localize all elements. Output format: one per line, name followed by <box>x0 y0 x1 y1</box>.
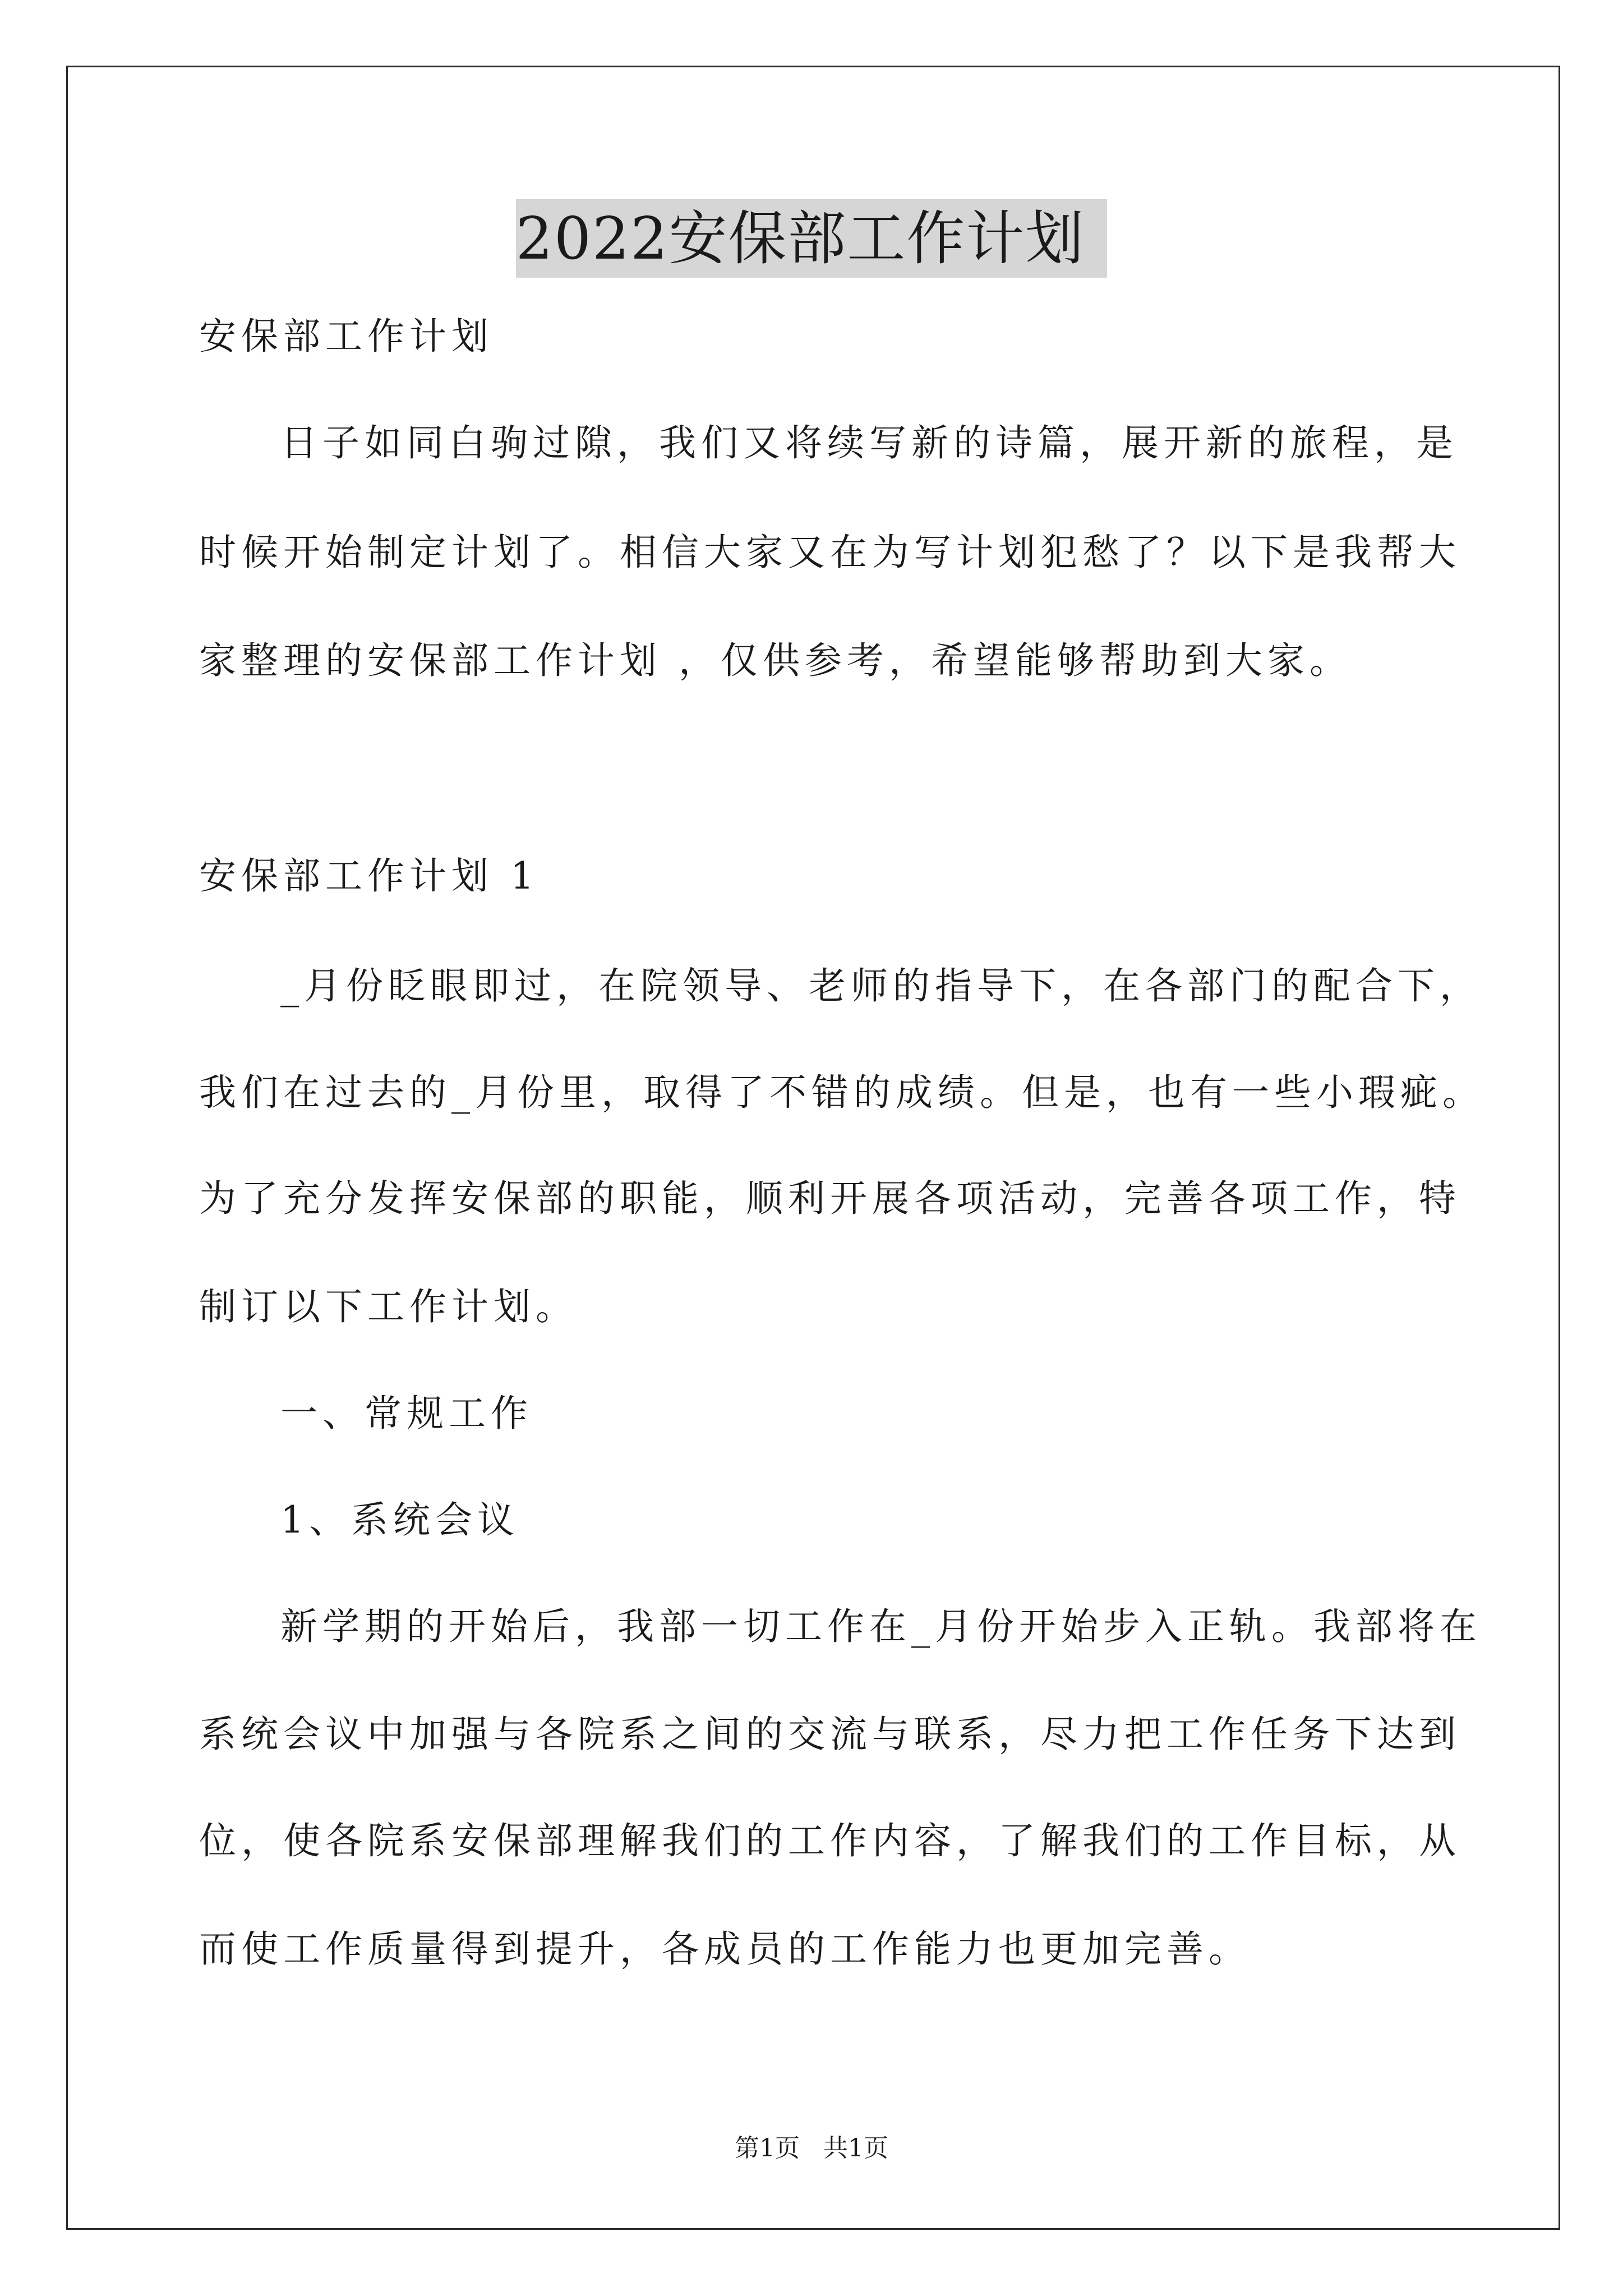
paragraph-line: 制订以下工作计划。 <box>199 1285 578 1328</box>
subheading-regular-work: 一、常规工作 <box>280 1392 533 1435</box>
subheading-system-meeting: 1、系统会议 <box>280 1498 519 1542</box>
paragraph-line: 家整理的安保部工作计划 ，仅供参考，希望能够帮助到大家。 <box>199 639 1352 682</box>
section-heading: 安保部工作计划 1 <box>199 854 539 898</box>
paragraph-line: 新学期的开始后，我部一切工作在_月份开始步入正轨。我部将在 <box>280 1605 1482 1648</box>
paragraph-line: 时候开始制定计划了。相信大家又在为写计划犯愁了？以下是我帮大 <box>199 531 1461 574</box>
paragraph-line: 日子如同白驹过隙，我们又将续写新的诗篇，展开新的旅程，是 <box>280 421 1458 464</box>
paragraph-line: _月份眨眼即过，在院领导、老师的指导下，在各部门的配合下， <box>280 964 1482 1007</box>
paragraph-line: 为了充分发挥安保部的职能，顺利开展各项活动，完善各项工作，特 <box>199 1177 1461 1220</box>
subtitle-line: 安保部工作计划 <box>199 315 494 358</box>
page-border <box>66 66 1560 2230</box>
paragraph-line: 系统会议中加强与各院系之间的交流与联系，尽力把工作任务下达到 <box>199 1713 1461 1756</box>
page-number-footer: 第1页 共1页 <box>735 2134 888 2162</box>
paragraph-line: 我们在过去的_月份里，取得了不错的成绩。但是，也有一些小瑕疵。 <box>199 1071 1484 1114</box>
title-container <box>0 199 1623 278</box>
paragraph-line: 位，使各院系安保部理解我们的工作内容，了解我们的工作目标，从 <box>199 1819 1461 1862</box>
paragraph-line: 而使工作质量得到提升，各成员的工作能力也更加完善。 <box>199 1927 1251 1971</box>
document-title: 2022安保部工作计划 <box>516 199 1108 278</box>
